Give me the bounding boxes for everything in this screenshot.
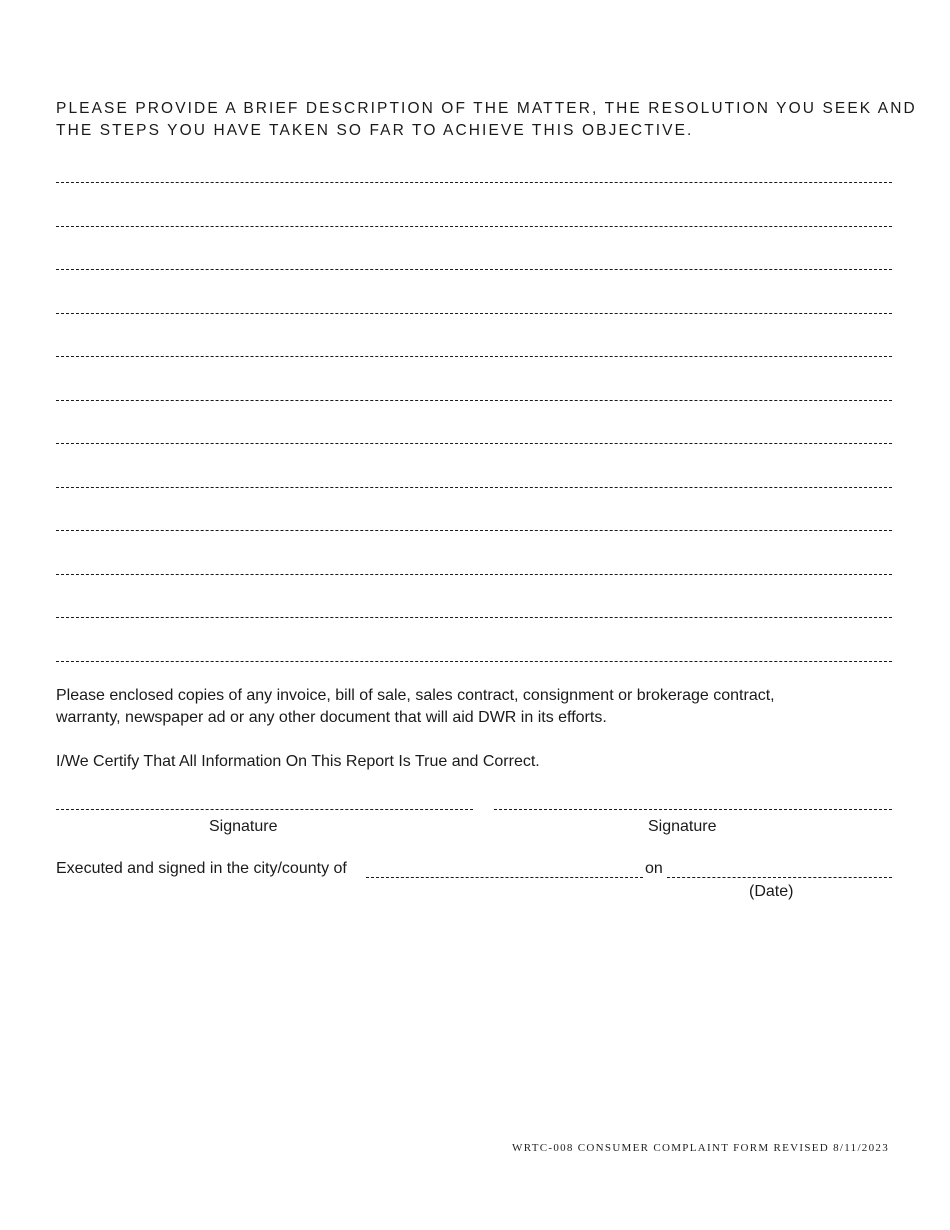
execution-row: [56, 858, 896, 882]
description-line[interactable]: [56, 226, 892, 227]
description-line[interactable]: [56, 661, 892, 662]
enclosure-note-line-1: Please enclosed copies of any invoice, bill of sale, sales contract, consignment or brokerage contract,: [56, 687, 775, 704]
signature-label-left: Signature: [209, 818, 278, 835]
description-line[interactable]: [56, 617, 892, 618]
enclosure-note: [56, 685, 896, 729]
description-line[interactable]: [56, 313, 892, 314]
date-field[interactable]: [667, 877, 892, 878]
instructions-line-1: PLEASE PROVIDE A BRIEF DESCRIPTION OF THE MATTER, THE RESOLUTION YOU SEEK AND: [56, 100, 917, 117]
form-footer: WRTC-008 CONSUMER COMPLAINT FORM REVISED 8/11/2023: [512, 1142, 889, 1154]
description-line[interactable]: [56, 487, 892, 488]
signature-line-right[interactable]: [494, 809, 892, 810]
signature-line-left[interactable]: [56, 809, 473, 810]
execution-prefix: Executed and signed in the city/county of: [56, 860, 347, 877]
description-line[interactable]: [56, 182, 892, 183]
on-label: on: [645, 860, 663, 877]
certification-text: I/We Certify That All Information On This Report Is True and Correct.: [56, 753, 540, 770]
description-line[interactable]: [56, 400, 892, 401]
enclosure-note-line-2: warranty, newspaper ad or any other document that will aid DWR in its efforts.: [56, 709, 607, 726]
instructions-heading: [56, 98, 917, 142]
description-line[interactable]: [56, 530, 892, 531]
date-label: (Date): [749, 883, 794, 900]
description-line[interactable]: [56, 356, 892, 357]
signature-label-right: Signature: [648, 818, 717, 835]
description-line[interactable]: [56, 443, 892, 444]
description-line[interactable]: [56, 574, 892, 575]
city-county-field[interactable]: [366, 877, 643, 878]
certification-statement: [56, 751, 896, 773]
description-line[interactable]: [56, 269, 892, 270]
instructions-line-2: THE STEPS YOU HAVE TAKEN SO FAR TO ACHIEVE THIS OBJECTIVE.: [56, 122, 694, 139]
